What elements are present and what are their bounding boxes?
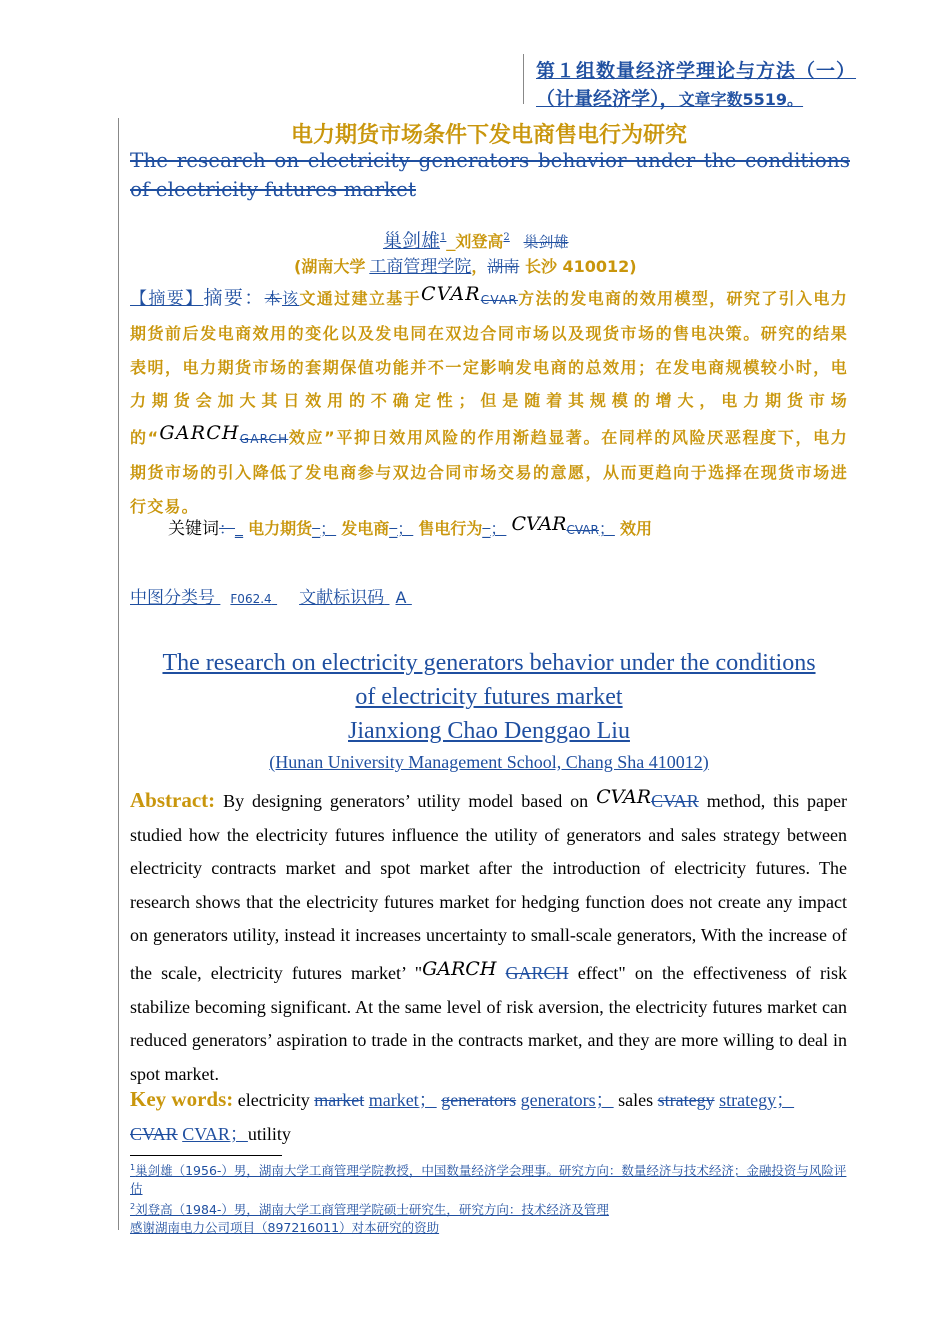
author-2: 刘登高	[455, 232, 504, 251]
abstract-cn-label: 摘要：	[203, 287, 265, 309]
deleted-title-en-line1: The research on electricity generators behavior under the conditions	[130, 148, 850, 172]
paper-title-en-line2: of electricity futures market	[355, 684, 623, 710]
author-2-footnote-ref[interactable]: 2	[503, 232, 510, 243]
revision-bar-header	[523, 54, 524, 104]
section-header-line1: 第１组数量经济学理论与方法（一）	[536, 60, 857, 82]
footnote-acknowledgement: 感谢湖南电力公司项目（897216011）对本研究的资助	[130, 1220, 440, 1236]
footnotes	[130, 1159, 850, 1237]
abstract-cn: 【摘要】摘要：本该文通过建立基于CVARCVAR方法的发电商的效用模型，研究了引入电力期货前后发电商效用的变化以及发电同在双边合同市场以及现货市场的售电决策。研究的结果表明，电力期货市场的套期保值功能并不一定影响发电商的总效用；在发电商规模较小时，电力期货会加大其日效用的不确定性；但是随着其规模的增大，电力期货市场的“GARCHGARCH效应”平抑日效用风险的作用渐趋显著。在同样的风险厌恶程度下，电力期货市场的引入降低了发电商参与双边合同市场交易的意愿，从而更趋向于选择在现货市场进行交易。	[130, 283, 849, 516]
footnote-1: $^1$巢剑雄（1956-）男，湖南大学工商管理学院教授，中国数量经济学会理事。研究方向：数量经济与技术经济；金融投资与风险评估	[130, 1163, 847, 1197]
author-1-deleted: 巢剑雄	[523, 233, 569, 251]
abstract-en: Abstract: By designing generators’ utility model based on CVARCVAR method, this paper studied how the electricity futures influence the utility of generators and sales strategy between electricity contracts market and spot market after the introduction of electricity futures. The research shows that the electricity futures market for hedging function does not create any impact on generators utility, instead it increases uncertainty to small-scale generators, With the increase of the scale, electricity futures market’ "GARCH GARCH effect" on the effectiveness of risk stabilize becoming significant. At the same level of risk aversion, the electricity futures market can reduced generators’ aspiration to trade in the contracts market, and they are more willing to deal in spot market.	[130, 786, 848, 1084]
section-header-line2: （计量经济学），文章字数5519。	[536, 88, 804, 110]
author-line: 巢剑雄$^1$_刘登高$^2$ 巢剑雄	[383, 230, 569, 252]
clc-code: F062.4	[230, 592, 272, 606]
author-1-footnote-ref[interactable]: 1	[440, 232, 447, 243]
keywords-cn-label: 关键词	[168, 519, 219, 539]
classification-line	[130, 583, 412, 608]
section-header	[536, 57, 916, 114]
affiliation-school: 工商管理学院	[369, 257, 472, 277]
authors-en: Jianxiong Chao Denggao Liu	[348, 718, 630, 744]
paper-title-en-line1: The research on electricity generators behavior under the conditions	[162, 650, 816, 676]
affiliation-en: (Hunan University Management School, Chang Sha 410012)	[269, 752, 709, 772]
keywords-en-label: Key words:	[130, 1087, 234, 1111]
deleted-title-en-line2: of electricity futures market	[130, 177, 417, 201]
keywords-cn: 关键词：_ 电力期货_； 发电商_； 售电行为_； CVARCVAR； 效用	[168, 513, 652, 539]
deleted-title-en	[130, 146, 850, 204]
affiliation-cn: (湖南大学 工商管理学院，湖南 长沙 410012)	[294, 257, 637, 277]
paper-title-en	[130, 646, 848, 748]
keywords-en: Key words: electricity market market； generators generators； sales strategy strategy； CVAR CVAR；utility	[130, 1087, 795, 1144]
abstract-cn-bracket: 【摘要】	[130, 289, 204, 309]
cvar-formula: CVAR	[420, 283, 481, 305]
revision-bar-body	[118, 118, 119, 1230]
affiliation-deleted: 湖南	[487, 257, 520, 276]
clc-label: 中图分类号	[130, 588, 215, 608]
footnote-2: $^2$刘登高（1984-）男，湖南大学工商管理学院硕士研究生，研究方向：技术经济及管理	[130, 1202, 609, 1218]
author-1: 巢剑雄	[383, 230, 441, 252]
footnote-separator	[130, 1155, 282, 1156]
keywords-cvar-formula: CVAR	[511, 513, 567, 535]
doc-code-label: 文献标识码	[299, 588, 385, 608]
doc-code: A	[395, 588, 407, 607]
garch-formula: GARCH	[159, 422, 240, 445]
abstract-en-label: Abstract:	[130, 788, 216, 812]
paper-title-cn: 电力期货市场条件下发电商售电行为研究	[290, 123, 687, 148]
